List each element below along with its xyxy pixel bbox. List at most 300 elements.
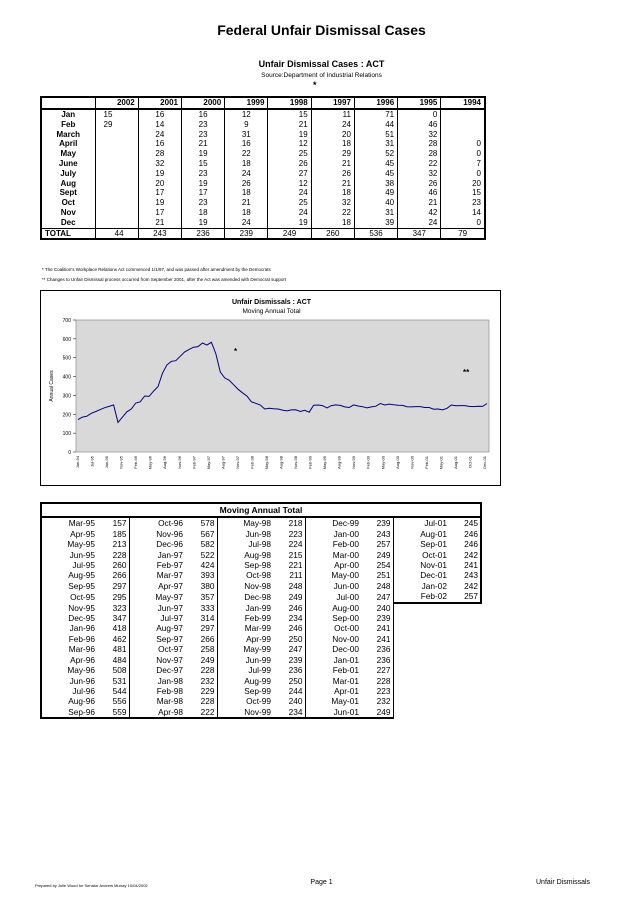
case-count-cell: 15 [441, 188, 485, 198]
month-label: Jan-99 [245, 602, 271, 613]
case-count-cell: 15 [181, 159, 224, 169]
month-label: Nov-95 [41, 603, 99, 613]
moving-total-value: 228 [363, 676, 393, 686]
month-label: Feb-99 [244, 613, 271, 624]
case-count-cell: 39 [354, 218, 397, 228]
moving-total-value: 228 [99, 550, 129, 560]
moving-total-value: 246 [275, 623, 305, 633]
x-tick-label: Feb-99 [307, 456, 313, 469]
month-label: Jul-96 [41, 686, 99, 696]
case-count-cell: 24 [311, 120, 354, 130]
moving-total-value: 223 [363, 686, 393, 696]
moving-total-value: 297 [99, 581, 129, 591]
case-count-cell: 71 [354, 109, 397, 120]
moving-total-row [41, 676, 481, 686]
case-count-cell: 9 [225, 120, 268, 130]
moving-total-value: 234 [275, 707, 305, 718]
case-count-cell [95, 198, 138, 208]
case-count-cell: 14 [138, 120, 181, 130]
x-tick-label: Nov-98 [293, 456, 299, 469]
case-count-cell [441, 130, 485, 140]
case-count-cell: 20 [311, 130, 354, 140]
moving-total-value: 295 [99, 591, 129, 602]
month-label: Jan-00 [333, 528, 359, 539]
case-count-cell: 44 [95, 228, 138, 239]
moving-annual-total-table [40, 502, 482, 719]
moving-total-value: 242 [451, 550, 481, 560]
moving-total-value: 240 [275, 696, 305, 706]
case-count-cell: 249 [268, 228, 311, 239]
case-count-cell: 19 [138, 198, 181, 208]
plot-area [76, 320, 489, 452]
month-label: Aug-00 [332, 602, 359, 613]
month-label: April [41, 139, 95, 149]
case-count-cell [441, 109, 485, 120]
x-tick-label: May-97 [205, 456, 211, 470]
month-label: Jan-97 [157, 549, 183, 560]
month-label [393, 686, 451, 696]
month-label: Sep-00 [332, 613, 359, 624]
moving-total-value: 246 [451, 529, 481, 539]
x-tick-label: Aug-96 [162, 456, 168, 469]
month-label: Jul-97 [160, 613, 183, 624]
moving-total-value: 357 [187, 591, 217, 602]
month-label: Aug-95 [41, 570, 99, 580]
month-label: Nov-98 [244, 580, 271, 591]
month-label: Oct-96 [158, 518, 183, 529]
case-count-cell: 243 [138, 228, 181, 239]
month-label: Dec-00 [332, 644, 359, 655]
moving-total-value: 236 [275, 665, 305, 675]
year-header: 1994 [441, 97, 485, 109]
month-label: Feb [41, 120, 95, 130]
month-label: Aug-97 [156, 623, 183, 634]
moving-total-value [451, 696, 481, 706]
moving-total-value: 578 [187, 517, 217, 528]
case-count-cell [95, 149, 138, 159]
case-count-cell: 19 [268, 130, 311, 140]
moving-total-value: 241 [363, 623, 393, 633]
x-tick-label: Feb-98 [249, 456, 255, 469]
x-tick-label: Aug-99 [336, 456, 342, 469]
moving-total-value: 221 [275, 560, 305, 570]
asterisk-marker: * [313, 80, 317, 90]
case-count-cell: 31 [354, 139, 397, 149]
case-count-cell: 46 [398, 120, 441, 130]
case-count-cell: 19 [181, 218, 224, 228]
footer-label: Unfair Dismissals [536, 879, 591, 886]
x-tick-label: May-01 [438, 456, 444, 470]
case-count-cell: 32 [398, 130, 441, 140]
moving-total-row [41, 550, 481, 560]
moving-total-value: 245 [451, 517, 481, 528]
case-count-cell: 12 [268, 179, 311, 189]
x-tick-label: Oct-01 [467, 456, 473, 469]
case-count-cell: 52 [354, 149, 397, 159]
month-label: Feb-00 [332, 539, 359, 550]
moving-total-value: 246 [451, 539, 481, 549]
month-label: Apr-01 [334, 685, 359, 696]
case-count-cell: 26 [268, 159, 311, 169]
case-count-cell: 23 [181, 169, 224, 179]
moving-total-row [41, 529, 481, 539]
moving-total-value: 239 [275, 655, 305, 665]
case-count-cell: 26 [398, 179, 441, 189]
case-count-cell: 11 [311, 109, 354, 120]
moving-total-value: 248 [275, 581, 305, 591]
case-count-cell: 12 [225, 109, 268, 120]
case-count-cell: 0 [441, 169, 485, 179]
case-count-cell: 16 [225, 139, 268, 149]
table-title: Unfair Dismissal Cases : ACT [258, 59, 385, 69]
month-label: Oct-01 [422, 549, 447, 560]
case-count-cell: 25 [268, 198, 311, 208]
moving-total-row [41, 591, 481, 602]
moving-total-row [41, 623, 481, 633]
case-count-cell: 38 [354, 179, 397, 189]
moving-total-value: 223 [275, 529, 305, 539]
month-row [41, 159, 485, 169]
case-count-cell: 21 [268, 120, 311, 130]
footer-page: Page 1 [310, 879, 333, 886]
case-count-cell [95, 130, 138, 140]
case-count-cell: 28 [398, 149, 441, 159]
month-label: Jun-97 [157, 602, 183, 613]
case-count-cell [95, 218, 138, 228]
case-count-cell: 21 [181, 139, 224, 149]
moving-total-value: 246 [275, 603, 305, 613]
moving-total-row [41, 581, 481, 591]
month-label: Jun-95 [41, 550, 99, 560]
x-tick-label: Aug-01 [452, 456, 458, 469]
month-label [393, 696, 451, 706]
chart-subtitle: Moving Annual Total [242, 308, 301, 315]
month-label: Nov-99 [217, 707, 275, 718]
moving-total-value: 185 [99, 529, 129, 539]
moving-total-value: 254 [363, 560, 393, 570]
month-label: Feb-98 [156, 685, 183, 696]
month-label: Aug-98 [244, 549, 271, 560]
case-count-cell: 45 [354, 159, 397, 169]
moving-total-value: 232 [363, 696, 393, 706]
moving-total-value: 582 [187, 539, 217, 549]
month-label: Jul-98 [248, 539, 271, 550]
case-count-cell: 236 [181, 228, 224, 239]
y-tick-label: 300 [62, 393, 71, 400]
x-tick-label: Jun-94 [75, 456, 80, 469]
annotation-double-star: ** [463, 368, 470, 377]
month-label: Feb-97 [156, 560, 183, 571]
month-label: Oct-98 [246, 570, 271, 581]
month-label: Jan-98 [157, 675, 183, 686]
case-count-cell: 28 [138, 149, 181, 159]
month-label: Jul-01 [424, 518, 447, 529]
year-header: 1998 [268, 97, 311, 109]
month-label: Mar-96 [41, 644, 99, 654]
case-count-cell: 40 [354, 198, 397, 208]
case-count-cell: 79 [441, 228, 485, 239]
month-label [393, 613, 451, 623]
month-label: Nov-97 [156, 654, 183, 665]
case-count-cell: 46 [398, 188, 441, 198]
y-tick-label: 700 [62, 318, 71, 324]
moving-total-value: 393 [187, 570, 217, 580]
moving-total-value: 424 [187, 560, 217, 570]
moving-total-value: 240 [363, 603, 393, 613]
case-count-cell: 23 [181, 120, 224, 130]
month-label: Dec-96 [156, 539, 183, 550]
month-label [393, 634, 451, 644]
month-row [41, 188, 485, 198]
moving-total-value: 522 [187, 550, 217, 560]
year-header: 1997 [311, 97, 354, 109]
moving-total-value: 481 [99, 644, 129, 654]
monthly-cases-table [40, 96, 486, 240]
moving-total-row [41, 707, 481, 718]
moving-total-value: 243 [363, 529, 393, 539]
case-count-cell: 28 [398, 139, 441, 149]
month-label: Jan-02 [421, 580, 447, 591]
case-count-cell: 23 [181, 130, 224, 140]
x-tick-label: Feb-00 [365, 456, 371, 469]
month-label: Nov-00 [332, 633, 359, 644]
moving-total-value: 260 [99, 560, 129, 570]
month-label: Sept [41, 188, 95, 198]
moving-total-row [41, 686, 481, 696]
month-label: Apr-99 [246, 633, 271, 644]
x-tick-label: Jul-95 [89, 456, 95, 467]
month-label [393, 665, 451, 675]
case-count-cell: 22 [311, 208, 354, 218]
month-label: Aug-96 [41, 696, 99, 706]
month-label: Feb-96 [41, 634, 99, 644]
case-count-cell: 24 [138, 130, 181, 140]
footnote-1: * The Coalition's Workplace Relations Act commenced 1/1/97, and was passed after amendment by the Democrats [42, 267, 271, 272]
case-count-cell: 16 [138, 139, 181, 149]
case-count-cell: 21 [398, 198, 441, 208]
case-count-cell: 0 [398, 109, 441, 120]
moving-total-row [41, 634, 481, 644]
month-row [41, 120, 485, 130]
case-count-cell: 15 [268, 109, 311, 120]
moving-total-value: 462 [99, 634, 129, 644]
case-count-cell: 24 [268, 188, 311, 198]
case-count-cell: 26 [311, 169, 354, 179]
moving-total-value [451, 634, 481, 644]
year-header: 1996 [354, 97, 397, 109]
case-count-cell: 31 [225, 130, 268, 140]
month-label: Oct-95 [41, 591, 99, 602]
chart-title: Unfair Dismissals : ACT [231, 299, 312, 306]
month-label: Apr-97 [158, 580, 183, 591]
month-label: Jun-99 [245, 654, 271, 665]
y-tick-label: 500 [62, 355, 71, 362]
month-label: Apr-95 [41, 529, 99, 539]
case-count-cell: 21 [311, 179, 354, 189]
month-label: Mar-00 [332, 549, 359, 560]
corner-cell [41, 97, 95, 109]
month-label: Oct [41, 198, 95, 208]
month-label: Dec-01 [420, 570, 447, 581]
month-row [41, 218, 485, 228]
month-label: Jan [41, 109, 95, 120]
case-count-cell: 18 [225, 188, 268, 198]
moving-total-row [41, 665, 481, 675]
moving-total-value: 222 [187, 707, 217, 718]
month-label: Oct-00 [334, 623, 359, 634]
case-count-cell: 18 [311, 218, 354, 228]
case-count-cell: 26 [225, 179, 268, 189]
moving-total-value: 333 [187, 603, 217, 613]
moving-total-value: 250 [275, 634, 305, 644]
case-count-cell: 17 [138, 208, 181, 218]
moving-total-row [41, 570, 481, 580]
month-label: May-01 [331, 696, 359, 707]
x-tick-label: May-98 [263, 456, 269, 470]
month-label: Mar-01 [332, 675, 359, 686]
moving-total-row [41, 517, 481, 528]
moving-total-value: 544 [99, 686, 129, 696]
month-label: May-99 [243, 644, 271, 655]
month-label: May-97 [155, 591, 183, 602]
case-count-cell: 12 [268, 139, 311, 149]
footer-preparer: Prepared by Julie Wood for Senator Andrew Murray 10/04/2002 [35, 883, 148, 888]
moving-total-value: 323 [99, 603, 129, 613]
month-label: June [41, 159, 95, 169]
case-count-cell: 347 [398, 228, 441, 239]
moving-total-value: 157 [99, 517, 129, 528]
moving-total-value: 236 [363, 655, 393, 665]
month-label: Dec-97 [156, 665, 183, 676]
source-text: Source:Department of Industrial Relations [261, 72, 382, 79]
moving-total-value: 249 [275, 591, 305, 602]
month-label: Mar-97 [156, 570, 183, 581]
month-label: Oct-97 [158, 644, 183, 655]
y-tick-label: 400 [62, 374, 71, 381]
case-count-cell: 19 [181, 149, 224, 159]
month-label: Apr-96 [41, 655, 99, 665]
x-tick-label: Feb-01 [423, 456, 429, 469]
x-tick-label: Nov-99 [351, 456, 357, 469]
case-count-cell: 24 [225, 218, 268, 228]
x-tick-label: Feb-97 [191, 456, 197, 469]
month-label: Jul-99 [248, 665, 271, 676]
moving-total-row [41, 539, 481, 549]
case-count-cell: 23 [441, 198, 485, 208]
case-count-cell [95, 169, 138, 179]
month-label: Jun-01 [305, 707, 363, 718]
month-label: May-95 [41, 539, 99, 549]
moving-total-value [451, 676, 481, 686]
moving-total-value: 258 [187, 644, 217, 654]
moving-total-value: 247 [275, 644, 305, 654]
case-count-cell: 18 [225, 208, 268, 218]
moving-total-value: 567 [187, 529, 217, 539]
moving-total-chart [40, 290, 501, 486]
case-count-cell [95, 159, 138, 169]
month-label: Sep-95 [41, 581, 99, 591]
moving-total-value: 236 [363, 644, 393, 654]
moving-total-value: 218 [275, 517, 305, 528]
month-label: Aug-99 [244, 675, 271, 686]
case-count-cell: 31 [354, 208, 397, 218]
moving-total-value: 249 [363, 550, 393, 560]
moving-total-value: 228 [187, 696, 217, 706]
case-count-cell: 32 [138, 159, 181, 169]
case-count-cell: 17 [138, 188, 181, 198]
case-count-cell: 45 [354, 169, 397, 179]
month-row [41, 198, 485, 208]
month-label: Jan-01 [333, 654, 359, 665]
month-row [41, 149, 485, 159]
month-label: May-00 [331, 570, 359, 581]
moving-total-value [451, 623, 481, 633]
month-label [393, 655, 451, 665]
case-count-cell: 7 [441, 159, 485, 169]
year-header: 1999 [225, 97, 268, 109]
month-label: Jun-00 [333, 580, 359, 591]
month-label: Sep-96 [41, 707, 99, 718]
month-label: May [41, 149, 95, 159]
moving-total-value: 251 [363, 570, 393, 580]
moving-total-row [41, 655, 481, 665]
moving-total-value [451, 644, 481, 654]
case-count-cell: 25 [268, 149, 311, 159]
moving-total-value: 484 [99, 655, 129, 665]
moving-total-value: 559 [99, 707, 129, 718]
moving-total-value [451, 686, 481, 696]
case-count-cell: 18 [311, 188, 354, 198]
month-label [393, 644, 451, 654]
month-row [41, 169, 485, 179]
month-label: Mar-95 [41, 517, 99, 528]
moving-total-value: 266 [99, 570, 129, 580]
moving-total-row [41, 644, 481, 654]
case-count-cell: 17 [181, 188, 224, 198]
month-label: Jan-96 [41, 623, 99, 633]
year-header: 2000 [181, 97, 224, 109]
month-label: Dec-98 [244, 591, 271, 602]
month-label: Sep-99 [244, 685, 271, 696]
x-tick-label: Aug-98 [278, 456, 284, 469]
moving-total-value: 228 [187, 665, 217, 675]
case-count-cell: 14 [441, 208, 485, 218]
month-label: Nov [41, 208, 95, 218]
moving-total-row [41, 603, 481, 613]
moving-total-row [41, 560, 481, 570]
chart-svg [41, 291, 502, 487]
x-tick-label: Feb-96 [133, 456, 139, 469]
case-count-cell: 51 [354, 130, 397, 140]
month-label: Feb-01 [332, 665, 359, 676]
month-label: Dec [41, 218, 95, 228]
case-count-cell: 49 [354, 188, 397, 198]
total-row [41, 228, 485, 239]
x-tick-label: Jun-95 [104, 456, 110, 469]
month-label: Sep-97 [156, 633, 183, 644]
moving-total-value: 227 [363, 665, 393, 675]
case-count-cell: 29 [311, 149, 354, 159]
x-tick-label: Nov-95 [118, 456, 124, 469]
case-count-cell: 20 [441, 179, 485, 189]
moving-total-value [451, 665, 481, 675]
moving-total-row [41, 613, 481, 623]
y-tick-label: 100 [62, 431, 71, 438]
y-axis-label: Annual Cases [49, 370, 55, 402]
document-title: Federal Unfair Dismissal Cases [217, 22, 426, 38]
case-count-cell: 0 [441, 139, 485, 149]
month-label: Mar-99 [244, 623, 271, 634]
